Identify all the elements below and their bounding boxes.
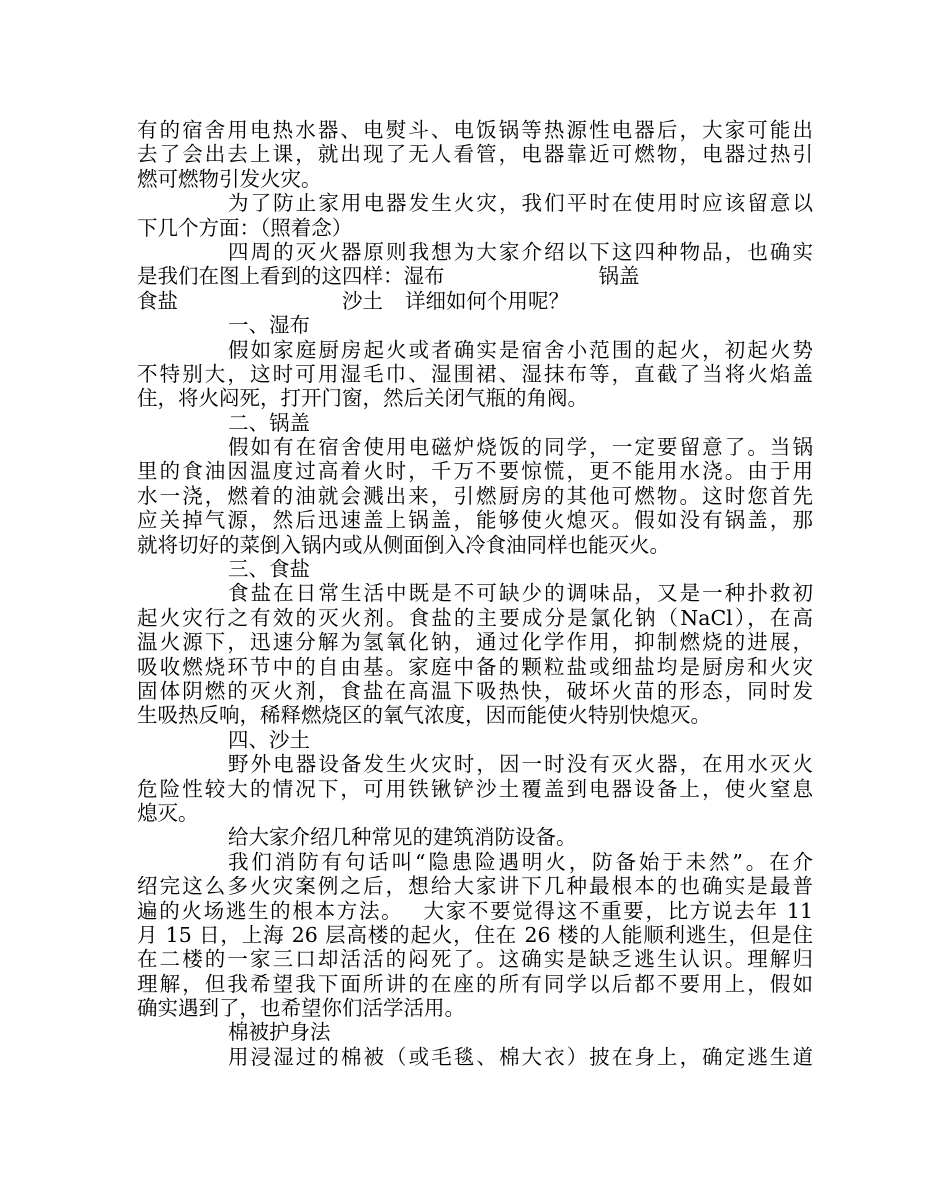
text-fragment: 是我们在图上看到的这四样：湿布 [137,264,445,289]
text-line: 燃可燃物引发火灾。 [137,166,322,191]
text-line: 下几个方面：（照着念） [137,215,353,240]
paragraph-start: 野外电器设备发生火灾时，因一时没有灭火器，在用水灭火 [228,752,813,777]
section-heading: 四、沙土 [228,727,310,752]
text-fragment: 详细如何个用呢？ [405,288,569,313]
item-pot-lid: 锅盖 [598,264,640,289]
text-line: 起火灾行之有效的灭火剂。食盐的主要成分是氯化钠（NaCl），在高 [137,605,813,630]
text-line: 遍的火场逃生的根本方法。 大家不要觉得这不重要，比方说去年 11 [137,898,813,923]
paragraph-start: 食盐在日常生活中既是不可缺少的调味品，又是一种扑救初 [228,581,813,606]
text-line: 水一浇，燃着的油就会溅出来，引燃厨房的其他可燃物。这时您首先 [137,483,813,508]
paragraph-start: 我们消防有句话叫“隐患险遇明火，防备始于未然”。在介 [228,849,813,874]
paragraph-start: 给大家介绍几种常见的建筑消防设备。 [228,825,577,850]
text-line: 去了会出去上课，就出现了无人看管，电器靠近可燃物，电器过热引 [137,142,813,167]
document-body [137,118,813,1069]
item-salt: 食盐 [137,288,178,313]
paragraph-start: 四周的灭火器原则我想为大家介绍以下这四种物品，也确实 [228,239,813,264]
paragraph-start: 假如家庭厨房起火或者确实是宿舍小范围的起火，初起火势 [228,337,813,362]
text-line-items [137,264,813,288]
text-line: 在二楼的一家三口却活活的闷死了。这确实是缺乏逃生认识。理解归 [137,947,813,972]
item-sand: 沙土 [342,288,383,313]
paragraph-start: 为了防止家用电器发生火灾，我们平时在使用时应该留意以 [228,191,813,216]
section-heading: 二、锅盖 [228,410,310,435]
section-heading: 三、食盐 [228,557,310,582]
text-line: 确实遇到了，也希望你们活学活用。 [137,996,465,1021]
paragraph-start: 用浸湿过的棉被（或毛毯、棉大衣）披在身上，确定逃生道 [228,1044,813,1069]
text-line: 应关掉气源，然后迅速盖上锅盖，能够使火熄灭。假如没有锅盖，那 [137,508,813,533]
text-line: 吸收燃烧环节中的自由基。家庭中备的颗粒盐或细盐均是厨房和火灾 [137,654,813,679]
text-line: 就将切好的菜倒入锅内或从侧面倒入冷食油同样也能灭火。 [137,532,670,557]
text-line: 危险性较大的情况下，可用铁锹铲沙土覆盖到电器设备上，使火窒息 [137,776,813,801]
section-heading: 一、湿布 [228,313,310,338]
text-line: 固体阴燃的灭火剂，食盐在高温下吸热快，破坏火苗的形态，同时发 [137,678,813,703]
text-line: 温火源下，迅速分解为氢氧化钠，通过化学作用，抑制燃烧的进展， [137,630,813,655]
section-heading: 棉被护身法 [228,1020,331,1045]
text-line: 不特别大，这时可用湿毛巾、湿围裙、湿抹布等，直截了当将火焰盖 [137,361,813,386]
text-line-items [137,289,813,313]
text-line: 住，将火闷死，打开门窗，然后关闭气瓶的角阀。 [137,386,588,411]
text-line: 理解，但我希望我下面所讲的在座的所有同学以后都不要用上，假如 [137,971,813,996]
paragraph-start: 假如有在宿舍使用电磁炉烧饭的同学，一定要留意了。当锅 [228,435,813,460]
text-line: 里的食油因温度过高着火时，千万不要惊慌，更不能用水浇。由于用 [137,459,813,484]
text-line: 有的宿舍用电热水器、电熨斗、电饭锅等热源性电器后，大家可能出 [137,118,813,142]
text-line: 熄灭。 [137,800,199,825]
text-line: 月 15 日，上海 26 层高楼的起火，住在 26 楼的人能顺利逃生，但是住 [137,922,813,947]
text-line: 生吸热反响，稀释燃烧区的氧气浓度，因而能使火特别快熄灭。 [137,703,711,728]
text-line: 绍完这么多火灾案例之后，想给大家讲下几种最根本的也确实是最普 [137,874,813,899]
